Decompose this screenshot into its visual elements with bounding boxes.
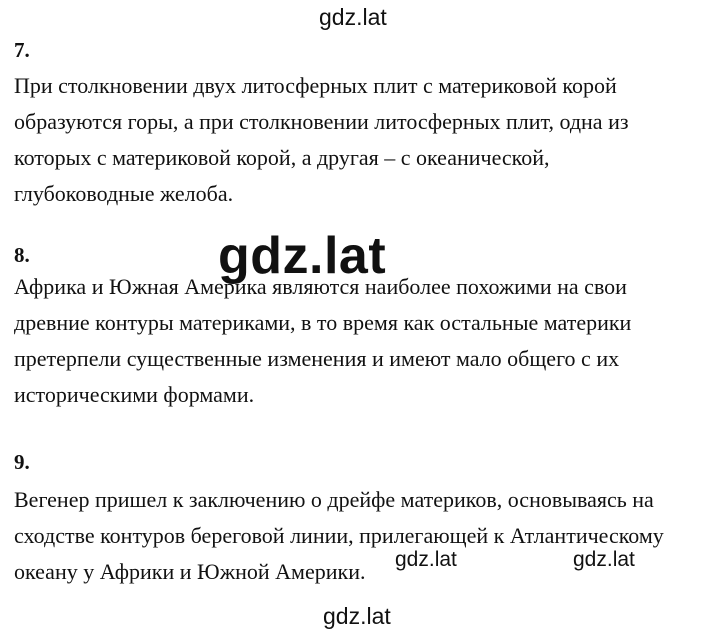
text-line: древние контуры материками, в то время как остальные материки [14,310,632,335]
text-line: Вегенер пришел к заключению о дрейфе материков, основываясь на [14,487,654,512]
watermark-top: gdz.lat [319,4,387,30]
text-line: океану у Африки и Южной Америки. [14,559,366,584]
section-text [14,269,714,413]
text-line: образуются горы, а при столкновении литосферных плит, одна из [14,109,629,134]
section-text [14,68,714,212]
section-number: 7. [14,38,30,62]
section-number: 8. [14,243,30,267]
text-line: глубоководные желоба. [14,181,234,206]
text-line: сходстве контуров береговой линии, прилегающей к Атлантическому [14,523,664,548]
answer-section-7 [14,38,714,212]
text-line: претерпели существенные изменения и имеют мало общего с их [14,346,620,371]
text-line: При столкновении двух литосферных плит с материковой корой [14,73,617,98]
text-line: Африка и Южная Америка являются наиболее похожими на свои [14,274,627,299]
watermark-bottom: gdz.lat [323,603,391,629]
watermark-inline-2: gdz.lat [573,548,635,571]
watermark-large: gdz.lat [218,227,387,285]
text-line: историческими формами. [14,382,255,407]
section-number: 9. [14,450,30,474]
section-text [14,482,714,590]
text-line: которых с материковой корой, а другая – с океанической, [14,145,550,170]
watermark-inline-1: gdz.lat [395,548,457,571]
